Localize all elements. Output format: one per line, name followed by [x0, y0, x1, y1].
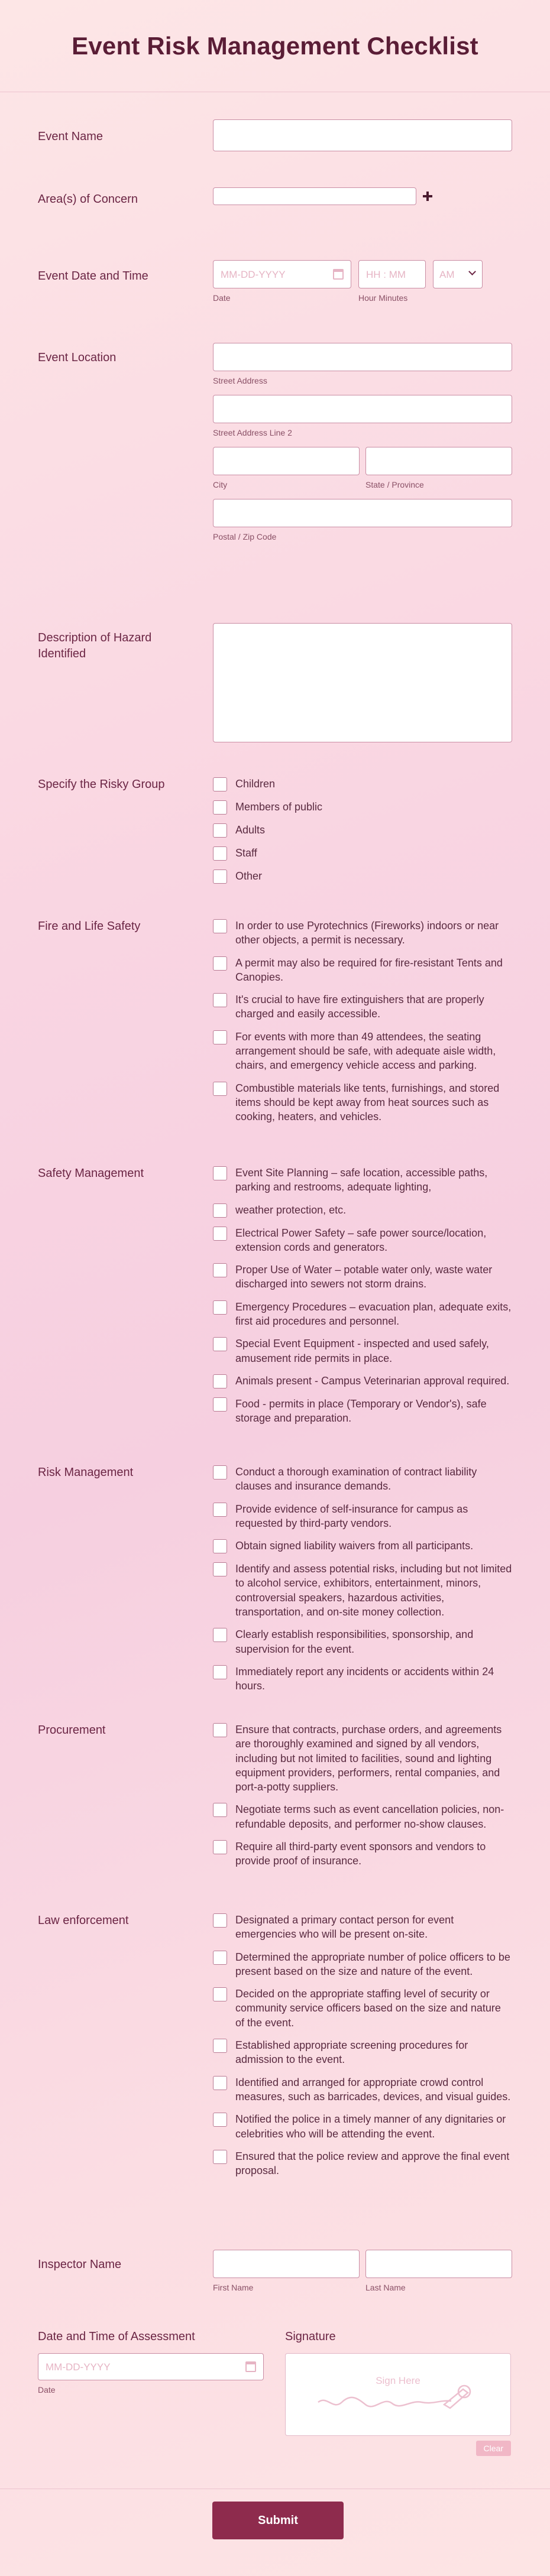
checkbox-item[interactable] — [213, 800, 512, 815]
checkbox-label: Electrical Power Safety – safe power source/location, extension cords and generators. — [235, 1227, 487, 1253]
checkbox[interactable] — [213, 1723, 227, 1737]
chevron-down-icon — [468, 268, 476, 275]
event-name-label: Event Name — [38, 130, 103, 143]
checkbox[interactable] — [213, 1397, 227, 1412]
assessment-date-input[interactable] — [38, 2353, 264, 2380]
risk-mgmt-row — [38, 1465, 512, 1702]
checkbox-item[interactable] — [213, 1562, 512, 1619]
checkbox-item[interactable] — [213, 2038, 512, 2067]
risky-group-row — [38, 777, 512, 892]
checkbox-item[interactable] — [213, 1300, 512, 1329]
checkbox[interactable] — [213, 1465, 227, 1480]
checkbox[interactable] — [213, 1840, 227, 1854]
checkbox-item[interactable] — [213, 823, 512, 838]
checkbox-label: Proper Use of Water – potable water only, waste water discharged into sewers not storm drains. — [235, 1264, 493, 1290]
signature-group — [285, 2330, 511, 2456]
event-name-input[interactable] — [213, 119, 512, 151]
last-name-input[interactable] — [365, 2250, 512, 2278]
checkbox[interactable] — [213, 1030, 227, 1044]
checkbox-item[interactable] — [213, 1030, 512, 1073]
checkbox[interactable] — [213, 2076, 227, 2090]
checkbox-label: Ensured that the police review and approve the final event proposal. — [235, 2150, 510, 2177]
checkbox-label: Established appropriate screening procedures for admission to the event. — [235, 2039, 468, 2066]
checkbox[interactable] — [213, 1562, 227, 1576]
checkbox-label: Determined the appropriate number of police officers to be present based on the size and nature of the event. — [235, 1951, 510, 1977]
risk-mgmt-label: Risk Management — [38, 1466, 134, 1479]
procurement-row — [38, 1722, 512, 1877]
checkbox-item[interactable] — [213, 1203, 512, 1218]
checkbox[interactable] — [213, 2113, 227, 2127]
date-sublabel: Date — [213, 293, 231, 303]
checkbox[interactable] — [213, 1082, 227, 1096]
checkbox[interactable] — [213, 919, 227, 933]
event-date-input[interactable] — [213, 260, 351, 288]
checkbox-item[interactable] — [213, 1263, 512, 1292]
checkbox-label: Decided on the appropriate staffing level of security or community service officers based on the size and nature of the event. — [235, 1988, 501, 2029]
checkbox-item[interactable] — [213, 846, 512, 861]
checkbox-item[interactable] — [213, 1665, 512, 1693]
checkbox-item[interactable] — [213, 992, 512, 1021]
checkbox-item[interactable] — [213, 1397, 512, 1426]
hazard-label: Description of Hazard Identified — [38, 631, 152, 660]
checkbox-item[interactable] — [213, 1081, 512, 1124]
checkbox[interactable] — [213, 993, 227, 1007]
form-header — [0, 0, 550, 92]
fire-safety-row — [38, 919, 512, 1133]
checkbox-item[interactable] — [213, 1374, 512, 1388]
ampm-value: AM — [439, 269, 455, 280]
checkbox[interactable] — [213, 1628, 227, 1642]
checkbox[interactable] — [213, 956, 227, 971]
city-sublabel: City — [213, 480, 228, 489]
checkbox[interactable] — [213, 870, 227, 884]
checkbox-label: Event Site Planning – safe location, accessible paths, parking and restrooms, adequate lighting, — [235, 1167, 488, 1193]
checkbox[interactable] — [213, 846, 227, 861]
checkbox[interactable] — [213, 1665, 227, 1679]
assessment-group — [38, 2330, 264, 2395]
inspector-row — [38, 2250, 512, 2292]
checkbox-label: Notified the police in a timely manner of any dignitaries or celebrities who will be attending the event. — [235, 2113, 506, 2140]
street-sublabel: Street Address — [213, 376, 267, 385]
safety-mgmt-label: Safety Management — [38, 1167, 144, 1180]
location-row — [38, 343, 512, 541]
first-name-sublabel: First Name — [213, 2283, 254, 2292]
checkbox-label: Identified and arranged for appropriate crowd control measures, such as barricades, devices, and visual guides. — [235, 2076, 511, 2103]
checkbox-item[interactable] — [213, 919, 512, 948]
checkbox-label: weather protection, etc. — [235, 1203, 347, 1216]
assessment-date-placeholder: MM-DD-YYYY — [46, 2361, 111, 2373]
checkbox-label: Immediately report any incidents or accidents within 24 hours. — [235, 1665, 494, 1692]
last-name-sublabel: Last Name — [365, 2283, 406, 2292]
date-placeholder: MM-DD-YYYY — [221, 269, 286, 280]
calendar-icon[interactable] — [245, 2361, 256, 2372]
checkbox-label: Identify and assess potential risks, including but not limited to alcohol service, exhibitors, entertainment, minors, controversial speakers, hazardous activities, transportation, and on-site money collection. — [235, 1563, 512, 1618]
event-name-row — [38, 119, 512, 151]
checkbox-label: Emergency Procedures – evacuation plan, adequate exits, first aid procedures and personnel. — [235, 1300, 512, 1328]
checkbox-label: Require all third-party event sponsors and vendors to provide proof of insurance. — [235, 1841, 486, 1867]
page-title: Event Risk Management Checklist — [72, 31, 478, 60]
state-sublabel: State / Province — [365, 480, 424, 489]
hazard-row — [38, 623, 512, 742]
signature-clear-button[interactable]: Clear — [476, 2441, 511, 2456]
checkbox-label: A permit may also be required for fire-resistant Tents and Canopies. — [235, 956, 503, 983]
checkbox[interactable] — [213, 800, 227, 815]
checkbox-item[interactable] — [213, 1336, 512, 1365]
fire-safety-options — [213, 919, 512, 1133]
checkbox[interactable] — [213, 1803, 227, 1817]
first-name-input[interactable] — [213, 2250, 360, 2278]
checkbox-item[interactable] — [213, 869, 512, 884]
submit-button[interactable]: Submit — [212, 2502, 344, 2539]
plus-icon[interactable] — [421, 190, 434, 203]
checkbox-label: In order to use Pyrotechnics (Fireworks) indoors or near other objects, a permit is necessary. — [235, 920, 499, 946]
checkbox-label: It's crucial to have fire extinguishers that are properly charged and easily accessible. — [235, 994, 484, 1020]
checkbox-label: Special Event Equipment - inspected and used safely, amusement ride permits in place. — [235, 1338, 489, 1364]
street-input[interactable] — [213, 343, 512, 371]
checkbox-item[interactable] — [213, 1839, 512, 1868]
safety-mgmt-row — [38, 1166, 512, 1434]
assessment-label: Date and Time of Assessment — [38, 2330, 195, 2343]
checkbox-label: Food - permits in place (Temporary or Vendor's), safe storage and preparation. — [235, 1397, 487, 1425]
inspector-label: Inspector Name — [38, 2258, 122, 2271]
time-placeholder: HH : MM — [366, 269, 406, 280]
procurement-options — [213, 1722, 512, 1877]
checkbox-item[interactable] — [213, 777, 512, 791]
checkbox-item[interactable] — [213, 1166, 512, 1195]
checkbox-item[interactable] — [213, 2112, 512, 2141]
state-input[interactable] — [365, 447, 512, 475]
checkbox[interactable] — [213, 1300, 227, 1315]
checkbox-item[interactable] — [213, 1226, 512, 1255]
checkbox[interactable] — [213, 2039, 227, 2053]
checkbox-label: Obtain signed liability waivers from all participants. — [235, 1540, 474, 1552]
checkbox-item[interactable] — [213, 1539, 512, 1553]
assessment-date-sublabel: Date — [38, 2385, 56, 2395]
signature-label: Signature — [285, 2330, 336, 2343]
checkbox[interactable] — [213, 1374, 227, 1388]
checkbox[interactable] — [213, 2150, 227, 2164]
time-sublabel: Hour Minutes — [358, 293, 408, 303]
signature-placeholder: Sign Here — [376, 2375, 420, 2386]
signature-scribble-icon — [286, 2354, 512, 2437]
checkbox-item[interactable] — [213, 1913, 512, 1942]
checkbox-item[interactable] — [213, 1627, 512, 1656]
checkbox-label: Children — [235, 778, 276, 790]
checkbox-label: Adults — [235, 824, 266, 836]
safety-mgmt-options — [213, 1166, 512, 1434]
checkbox[interactable] — [213, 777, 227, 791]
checkbox[interactable] — [213, 1166, 227, 1180]
checkbox[interactable] — [213, 1337, 227, 1351]
street2-input[interactable] — [213, 395, 512, 423]
checkbox[interactable] — [213, 1263, 227, 1277]
checkbox-label: Staff — [235, 847, 257, 859]
law-label: Law enforcement — [38, 1914, 129, 1927]
event-datetime-row — [38, 260, 512, 303]
checkbox-label: Provide evidence of self-insurance for campus as requested by third-party vendors. — [235, 1503, 468, 1529]
signature-pad[interactable] — [285, 2353, 511, 2436]
risky-group-options — [213, 777, 512, 892]
checkbox[interactable] — [213, 823, 227, 838]
city-input[interactable] — [213, 447, 360, 475]
checkbox-item[interactable] — [213, 956, 512, 985]
risk-mgmt-options — [213, 1465, 512, 1702]
law-options — [213, 1913, 512, 2186]
checkbox-label: Animals present - Campus Veterinarian approval required. — [235, 1374, 510, 1387]
checkbox-label: Designated a primary contact person for event emergencies who will be present on-site. — [235, 1914, 454, 1941]
areas-row — [38, 186, 512, 207]
procurement-label: Procurement — [38, 1724, 106, 1737]
checkbox-label: Other — [235, 870, 263, 882]
checkbox[interactable] — [213, 1203, 227, 1218]
event-datetime-label: Event Date and Time — [38, 270, 148, 283]
event-time-input[interactable] — [358, 260, 426, 288]
checkbox-label: For events with more than 49 attendees, the seating arrangement should be safe, with adequate aisle width, chairs, and emergency vehicle access and parking. — [235, 1030, 496, 1072]
checkbox-label: Conduct a thorough examination of contract liability clauses and insurance demands. — [235, 1466, 477, 1493]
checkbox-item[interactable] — [213, 1802, 512, 1831]
checkbox-item[interactable] — [213, 1722, 512, 1794]
calendar-icon[interactable] — [333, 269, 344, 280]
checkbox[interactable] — [213, 1951, 227, 1965]
postal-sublabel: Postal / Zip Code — [213, 532, 277, 541]
checkbox-item[interactable] — [213, 2075, 512, 2104]
checkbox[interactable] — [213, 1503, 227, 1517]
checkbox-label: Negotiate terms such as event cancellation policies, non-refundable deposits, and performer no-show clauses. — [235, 1803, 504, 1830]
law-row — [38, 1913, 512, 2186]
checkbox-label: Combustible materials like tents, furnishings, and stored items should be kept away from heat sources such as cooking, heaters, and vehicles. — [235, 1082, 500, 1123]
areas-input[interactable] — [213, 187, 416, 205]
ampm-select[interactable] — [433, 260, 483, 288]
checkbox-item[interactable] — [213, 1502, 512, 1531]
fire-safety-label: Fire and Life Safety — [38, 920, 141, 933]
checkbox-item[interactable] — [213, 1465, 512, 1494]
checkbox[interactable] — [213, 1539, 227, 1553]
checkbox[interactable] — [213, 1227, 227, 1241]
checkbox-label: Clearly establish responsibilities, sponsorship, and supervision for the event. — [235, 1628, 474, 1655]
checkbox[interactable] — [213, 1913, 227, 1928]
checkbox[interactable] — [213, 1987, 227, 2001]
hazard-textarea[interactable] — [213, 623, 512, 742]
postal-input[interactable] — [213, 499, 512, 527]
areas-label: Area(s) of Concern — [38, 193, 138, 206]
location-label: Event Location — [38, 351, 117, 364]
street2-sublabel: Street Address Line 2 — [213, 428, 292, 437]
checkbox-item[interactable] — [213, 2149, 512, 2178]
checkbox-label: Ensure that contracts, purchase orders, and agreements are thoroughly examined and signed by all vendors, including but not limited to facilities, sound and lighting equipment providers, performers, rental companies, and port-a-potty suppliers. — [235, 1724, 502, 1793]
checkbox-item[interactable] — [213, 1950, 512, 1979]
checkbox-item[interactable] — [213, 1987, 512, 2030]
checkbox-label: Members of public — [235, 801, 323, 813]
risky-group-label: Specify the Risky Group — [38, 778, 165, 791]
